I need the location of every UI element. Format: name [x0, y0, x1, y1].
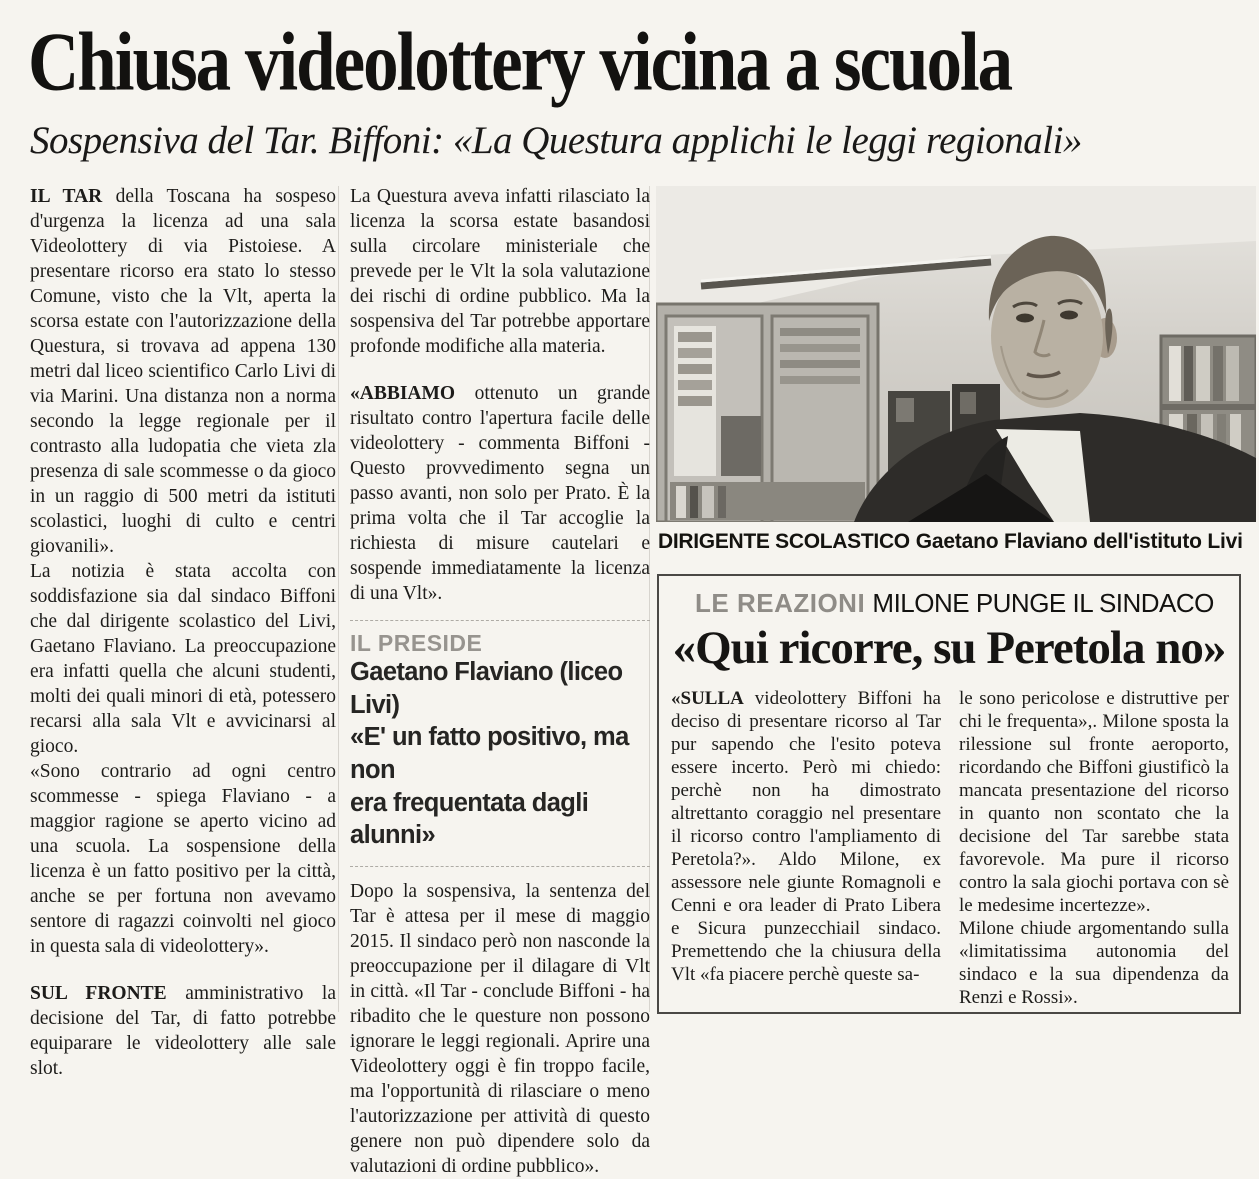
paragraph	[30, 559, 336, 759]
paragraph-text: Milone chiude argomentando sulla «limitatissima autonomia del sindaco e la sua dipendenza da Renzi e Rossi».	[959, 918, 1229, 1008]
reactions-headline: «Qui ricorre, su Peretola no»	[672, 622, 1226, 674]
column-divider-1	[338, 186, 339, 1012]
pull-quote-kicker: IL PRESIDE	[350, 630, 483, 656]
paragraph-text: La Questura aveva infatti rilasciato la licenza la scorsa estate basandosi sulla circolare ministeriale che prevede per le Vlt la sola valutazione dei rischi di ordine pubblico. Ma la sospensiva del Tar potrebbe apportare profonde modifiche alla materia.	[350, 186, 650, 357]
photo-caption	[658, 530, 1256, 554]
caption-text: Gaetano Flaviano dell'istituto Livi	[915, 530, 1243, 553]
paragraph-text: videolottery Biffoni ha deciso di presentare ricorso al Tar pur sapendo che l'esito poteva essere incerto. Però mi chiedo: perchè non ha dimostrato altrettanto coraggio nel presentare il ricorso contro l'ampliamento di Peretola?». Aldo Milone, ex assessore nele giunte Romagnoli e Cenni e ora leader di Prato Libera e Sicura punzecchiail sindaco. Premettendo che la chiusura della Vlt «fa piacere perchè queste sa-	[671, 688, 941, 985]
pull-quote-line: Gaetano Flaviano (liceo Livi)	[350, 658, 623, 719]
paragraph	[671, 687, 941, 986]
paragraph	[959, 687, 1229, 917]
paragraph-text: della Toscana ha sospeso d'urgenza la licenza ad una sala Videolottery di via Pistoiese. A presentare ricorso era stato lo stesso Comune, visto che la Vlt, aperta la scorsa estate con l'autorizzazione della Questura, si trovava ad appena 130 metri dal liceo scientifico Carlo Livi di via Marini. Una distanza non a norma secondo la legge regionale per il contrasto alla ludopatia che vieta zla presenza di sale scommesse o da gioco in un raggio di 500 metri da istituti scolastici, luoghi di culto e centri giovanili».	[30, 186, 336, 557]
paragraph	[30, 981, 336, 1081]
paragraph	[350, 381, 650, 606]
photo-gaetano-flaviano	[656, 186, 1256, 522]
reactions-column-1	[671, 687, 941, 1009]
sub-headline: Sospensiva del Tar. Biffoni: «La Questura applichi le leggi regionali»	[30, 119, 1082, 162]
photo-illustration	[656, 186, 1256, 522]
article-column-2	[350, 184, 650, 1179]
reactions-kicker-gray: LE REAZIONI	[695, 588, 866, 618]
paragraph-text: Dopo la sospensiva, la sentenza del Tar è attesa per il mese di maggio 2015. Il sindaco però non nasconde la preoccupazione per il dilagare di Vlt in città. «Il Tar - conclude Biffoni - ha ribadito che le questure non possono ignorare le leggi regionali. Aprire una Videolottery oggi è fin troppo facile, ma l'opportunità di rilasciare o meno l'autorizzazione per attività di questo genere non può dipendere solo da valutazioni di ordine pubblico».	[350, 880, 650, 1177]
pull-quote-line: «E' un fatto positivo, ma non	[350, 723, 629, 784]
paragraph-lead: «SULLA	[671, 688, 744, 709]
paragraph-text: «Sono contrario ad ogni centro scommesse - spiega Flaviano - a maggior ragione se aperto vicino ad una scuola. La sospensione della licenza è un fatto positivo per la città, anche se per fortuna non avevamo sentore di ragazzi coinvolti nel gioco in questa sala di videolottery».	[30, 761, 336, 957]
caption-lead: DIRIGENTE SCOLASTICO	[658, 530, 910, 553]
paragraph-text: La notizia è stata accolta con soddisfazione sia dal sindaco Biffoni che dal dirigente scolastico del Livi, Gaetano Flaviano. La preoccupazione era infatti quella che alcuni studenti, molti dei quali minori di età, potessero recarsi alla sala Vlt e avvicinarsi al gioco.	[30, 561, 336, 757]
paragraph	[350, 184, 650, 359]
reactions-box	[657, 574, 1241, 1014]
paragraph	[30, 759, 336, 959]
main-headline: Chiusa videolottery vicina a scuola	[28, 16, 1012, 109]
paragraph-text: ottenuto un grande risultato contro l'apertura facile delle videolottery - commenta Biffoni - Questo provvedimento segna un passo avanti, non solo per Prato. È la prima volta che il Tar accoglie la richiesta di misure cautelari e sospende immediatamente la licenza di una Vlt».	[350, 383, 650, 604]
paragraph-text: amministrativo la decisione del Tar, di fatto potrebbe equiparare le videolottery alle sale slot.	[30, 983, 336, 1079]
glass-bookcase	[656, 304, 878, 522]
paragraph	[350, 879, 650, 1179]
reactions-kicker-black: MILONE PUNGE IL SINDACO	[872, 588, 1214, 618]
paragraph-lead: «ABBIAMO	[350, 383, 456, 404]
paragraph	[959, 917, 1229, 1009]
reactions-column-2	[959, 687, 1229, 1009]
paragraph	[30, 184, 336, 559]
article-column-1	[30, 184, 336, 1081]
pull-quote-box	[350, 620, 650, 867]
paragraph-lead: IL TAR	[30, 186, 103, 207]
reactions-columns	[659, 675, 1239, 1009]
pull-quote-line: era frequentata dagli alunni»	[350, 788, 589, 850]
paragraph-text: le sono pericolose e distruttive per chi le frequenta»,. Milone sposta la rilessione sul fronte aeroporto, ricordando che Biffoni giustificò la mancata presentazione del ricorso in quanto non scontato che la decisione del Tar sarebbe stata favorevole. Ma pure il ricorso contro la sala giochi portava con sè le medesime incertezze».	[959, 688, 1229, 916]
reactions-kicker	[695, 588, 1239, 619]
paragraph-lead: SUL FRONTE	[30, 983, 167, 1004]
